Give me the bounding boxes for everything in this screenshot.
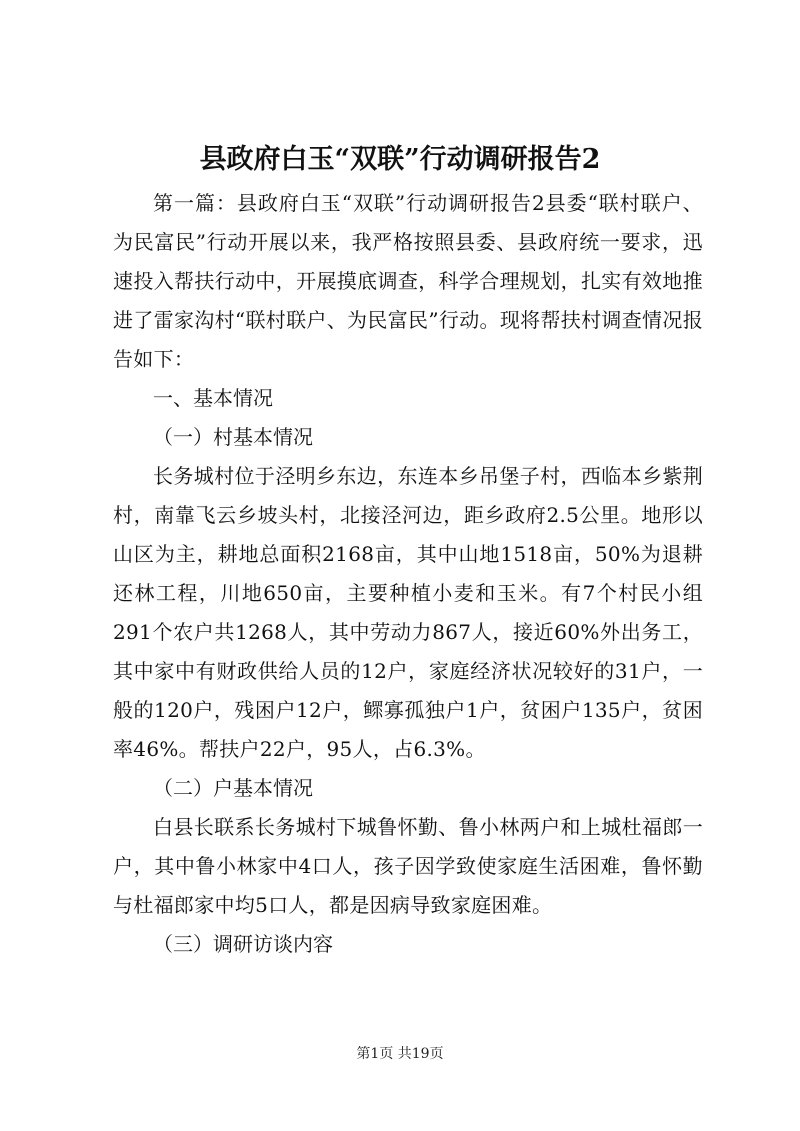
document-body (113, 184, 703, 964)
household-paragraph: 白县长联系长务城村下城鲁怀勤、鲁小林两户和上城杜福郎一户，其中鲁小林家中4口人，孩子因学致使家庭生活困难，鲁怀勤与杜福郎家中均5口人，都是因病导致家庭困难。 (113, 815, 703, 917)
village-paragraph: 长务城村位于泾明乡东边，东连本乡吊堡子村，西临本乡紫荆村，南靠飞云乡坡头村，北接泾河边，距乡政府2.5公里。地形以山区为主，耕地总面积2168亩，其中山地1518亩，50%为退耕还林工程，川地650亩，主要种植小麦和玉米。有7个村民小组291个农户共1268人，其中劳动力867人，接近60%外出务工，其中家中有财政供给人员的12户，家庭经济状况较好的31户，一般的120户，残困户12户，鳏寡孤独户1户，贫困户135户，贫困率46%。帮扶户22户，95人，占6.3%。 (113, 464, 703, 761)
intro-paragraph: 第一篇：县政府白玉“双联”行动调研报告2县委“联村联户、为民富民”行动开展以来，我严格按照县委、县政府统一要求，迅速投入帮扶行动中，开展摸底调查，科学合理规划，扎实有效地推进了雷家沟村“联村联户、为民富民”行动。现将帮扶村调查情况报告如下： (113, 191, 703, 371)
document-title: 县政府白玉“双联”行动调研报告2 (199, 144, 601, 175)
section-heading-basic-situation: 一、基本情况 (153, 386, 273, 410)
page-footer: 第1页 共19页 (356, 1046, 444, 1062)
subsection-heading-household: （二）户基本情况 (153, 776, 313, 800)
subsection-heading-interview: （三）调研访谈内容 (153, 932, 333, 956)
subsection-heading-village: （一）村基本情况 (153, 425, 313, 449)
